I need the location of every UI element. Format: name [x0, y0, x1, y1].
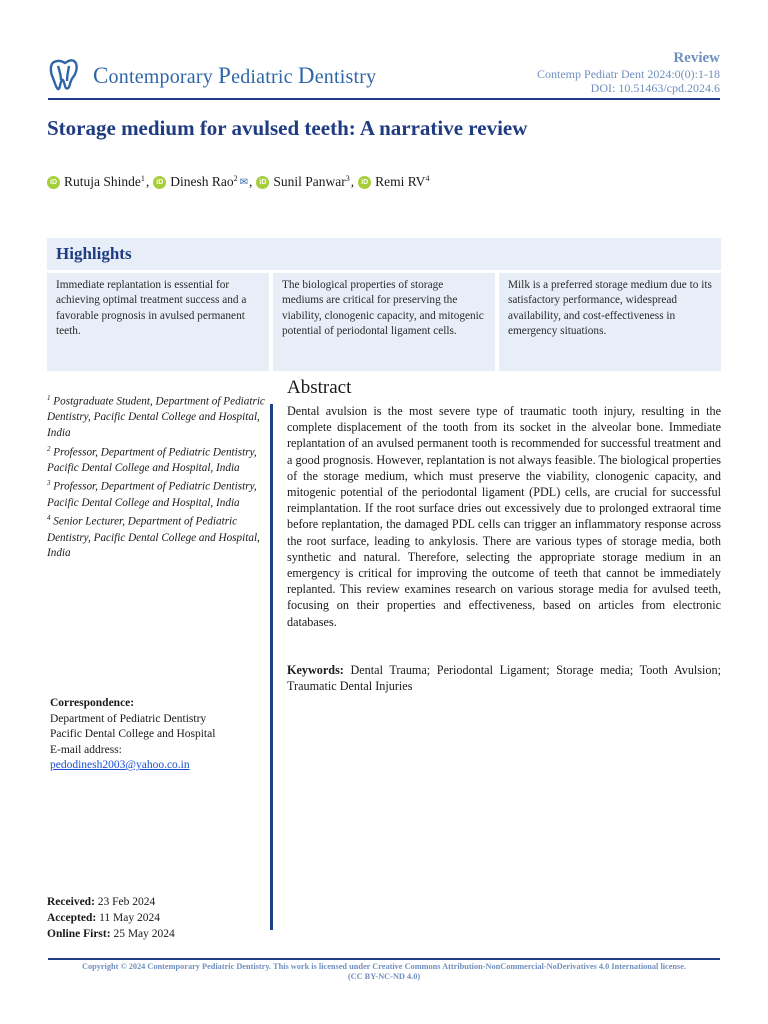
correspondence-label: Correspondence:: [50, 697, 135, 709]
abstract-title: Abstract: [287, 377, 352, 398]
received-date: Received: 23 Feb 2024: [47, 896, 156, 908]
affiliation: $^4$ Senior Lecturer, Department of Pediatric Dentistry, Pacific Dental College and Hospital, India: [47, 514, 260, 560]
license-abbrev: (CC BY-NC-ND 4.0): [347, 972, 421, 981]
correspondence: [50, 696, 270, 774]
journal-name: Contemporary Pediatric Dentistry: [93, 63, 377, 88]
orcid-icon[interactable]: iD: [256, 176, 269, 189]
affiliations: [47, 391, 267, 562]
accepted-date: Accepted: 11 May 2024: [47, 912, 160, 924]
highlights-title: Highlights: [56, 244, 132, 263]
author[interactable]: iD Sunil Panwar $^3$ ,: [256, 174, 358, 190]
orcid-icon[interactable]: iD: [358, 176, 371, 189]
mail-icon[interactable]: ✉: [239, 176, 249, 188]
abstract-body: Dental avulsion is the most severe type of traumatic tooth injury, resulting in the complete displacement of the tooth from its socket in the alveolar bone. Immediate replantation of an avulsed permanent tooth is recommended for successful treatment and a good prognosis. However, replantation is not always feasible. The biological properties of the storage medium, which must preserve the viability, clonogenic capacity, and mitogenic potential of the periodontal ligament (PDL) cells, are crucial for successful reimplantation. If the root surface dries out excessively due to prolonged extraoral time before replantation, the damaged PDL cells can trigger an inflammatory response across the root surface, leading to ankylosis. There are various types of storage media, both synthetic and natural. Therefore, selecting the appropriate storage medium in an emergency is critical for improving the outcome of teeth that cannot be immediately replanted. This review examines research on various storage media for avulsed teeth, focusing on their properties and effectiveness, based on articles from electronic databases.: [287, 404, 721, 629]
highlight-item: The biological properties of storage mediums are critical for preserving the viability, clonogenic capacity, and mitogenic potential of periodontal ligament cells.: [273, 273, 495, 371]
orcid-icon[interactable]: iD: [153, 176, 166, 189]
author[interactable]: iD Dinesh Rao $^2$ ✉ ,: [153, 174, 256, 190]
license-footer: [48, 962, 720, 982]
affiliation: $^3$ Professor, Department of Pediatric Dentistry, Pacific Dental College and Hospital, India: [47, 479, 257, 509]
footer-divider: [48, 958, 720, 960]
author-list: [47, 174, 429, 190]
highlight-item: Milk is a preferred storage medium due to its satisfactory performance, widespread availability, and cost-effectiveness in emergency situations.: [499, 273, 721, 371]
doi[interactable]: DOI: 10.51463/cpd.2024.6: [590, 81, 720, 95]
citation: Contemp Pediatr Dent 2024:0(0):1-18: [537, 67, 720, 81]
correspondence-dept: Department of Pediatric Dentistry: [50, 712, 207, 725]
author[interactable]: iD Remi RV $^4$: [358, 174, 429, 190]
online-first-date: Online First: 25 May 2024: [47, 928, 175, 940]
correspondence-institution: Pacific Dental College and Hospital: [50, 728, 216, 740]
author[interactable]: iD Rutuja Shinde $^1$ ,: [47, 174, 153, 190]
orcid-icon[interactable]: iD: [47, 176, 60, 189]
email-link[interactable]: pedodinesh2003@yahoo.co.in: [50, 759, 190, 771]
email-label: E-mail address:: [50, 743, 122, 756]
highlight-item: Immediate replantation is essential for achieving optimal treatment success and a favorable prognosis in avulsed permanent teeth.: [47, 273, 269, 371]
license-text[interactable]: Copyright © 2024 Contemporary Pediatric Dentistry. This work is licensed under Creative Commons Attribution-NonCommercial-NoDerivatives 4.0 International license.: [81, 962, 687, 971]
highlights-header: [47, 238, 721, 270]
article-dates: [47, 894, 175, 942]
citation-block: [537, 51, 720, 95]
affiliation: $^2$ Professor, Department of Pediatric Dentistry, Pacific Dental College and Hospital, India: [47, 444, 257, 474]
keywords: Keywords: Dental Trauma; Periodontal Ligament; Storage media; Tooth Avulsion; Traumatic Dental Injuries: [287, 663, 721, 694]
header-divider: [48, 98, 720, 100]
tooth-logo-icon: [48, 56, 82, 92]
affiliation: $^1$ Postgraduate Student, Department of Pediatric Dentistry, Pacific Dental College and Hospital, India: [47, 394, 265, 439]
article-type: Review: [673, 50, 720, 66]
article-title: Storage medium for avulsed teeth: A narrative review: [47, 116, 528, 140]
column-divider: [270, 404, 273, 930]
